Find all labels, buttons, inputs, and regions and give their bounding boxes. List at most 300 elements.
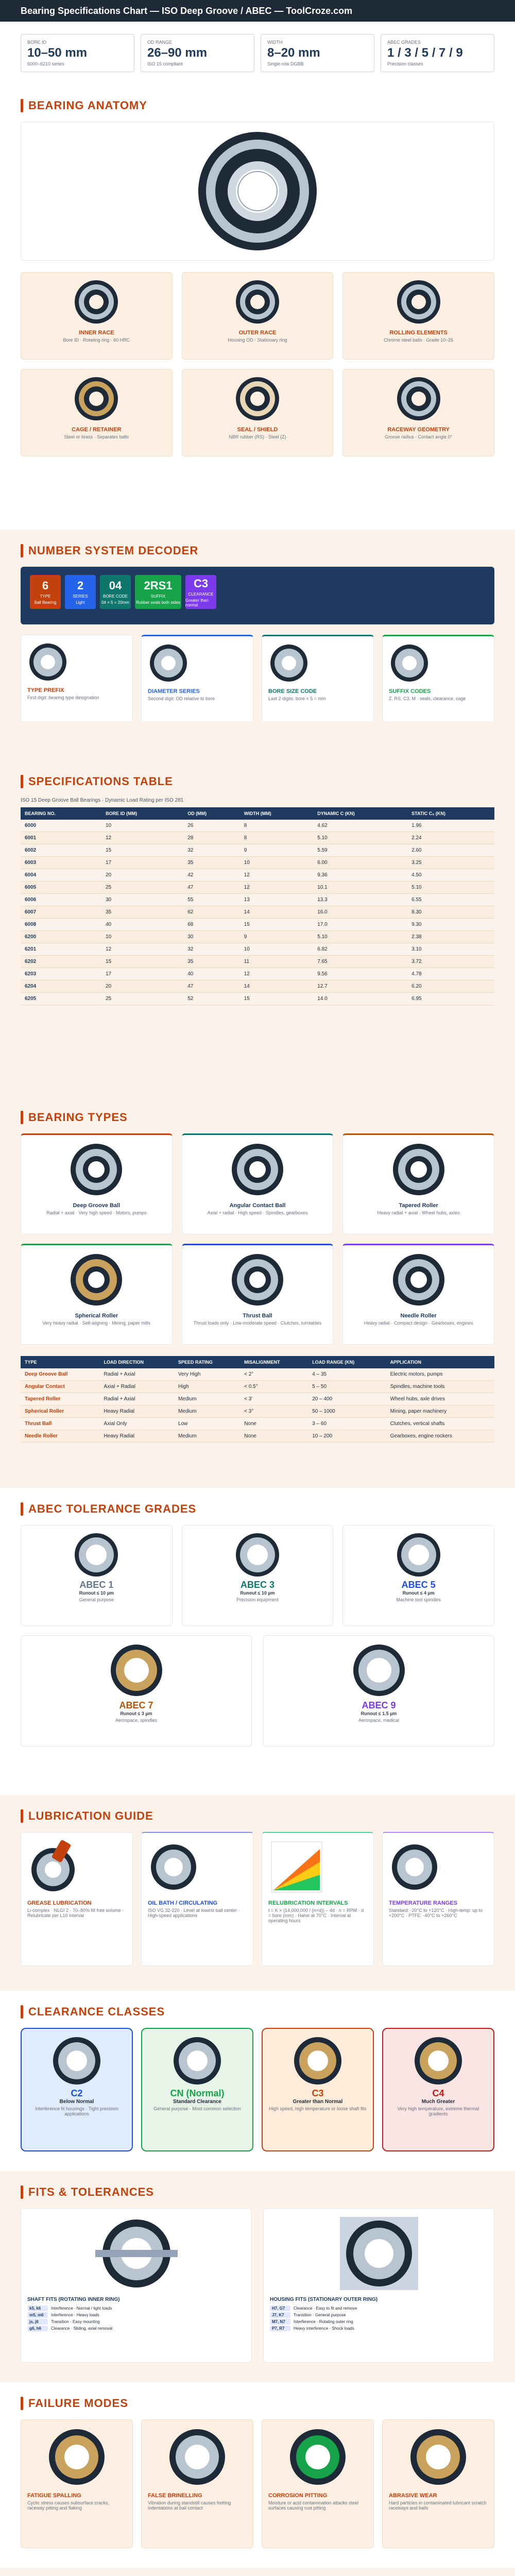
abec-7-icon	[108, 1642, 165, 1699]
diameter-series-icon	[148, 642, 189, 684]
table-cell: 6204	[21, 980, 101, 993]
table-cell: 10	[101, 820, 183, 832]
type-card	[342, 1133, 494, 1234]
table-cell: None	[240, 1430, 308, 1443]
decoder-label: SUFFIX	[150, 594, 166, 599]
table-cell: 68	[183, 919, 240, 931]
stats-row	[0, 22, 515, 84]
table-cell: Low	[174, 1418, 240, 1430]
bore-size-icon	[268, 642, 310, 684]
fit-row	[27, 2312, 245, 2318]
decoder-cards	[21, 635, 494, 722]
table-cell: Wheel hubs, axle drives	[386, 1393, 494, 1405]
table-cell: 20 – 400	[308, 1393, 386, 1405]
type-card-title: Spherical Roller	[75, 1313, 118, 1319]
table-cell: 15	[101, 844, 183, 857]
stat-card	[21, 34, 134, 72]
anatomy-card-desc: Steel or brass · Separates balls	[64, 434, 129, 439]
table-cell: 28	[183, 832, 240, 844]
table-cell: 9.56	[313, 968, 407, 980]
anatomy-card-title: ROLLING ELEMENTS	[389, 330, 448, 336]
table-cell: < 3'	[240, 1393, 308, 1405]
table-header-cell: LOAD RANGE (KN)	[308, 1356, 386, 1368]
lub-card	[21, 1832, 133, 1966]
table-row	[21, 968, 494, 980]
decoder-card-desc: Second digit: OD relative to bore	[148, 696, 215, 701]
table-cell: 9	[240, 844, 314, 857]
clearance-desc: Interference fit housings · Tight precision applications	[35, 2106, 119, 2116]
section-title	[21, 99, 494, 112]
table-cell: 14	[240, 980, 314, 993]
table-cell: Mining, paper machinery	[386, 1405, 494, 1418]
table-cell: 6005	[21, 882, 101, 894]
table-cell: Needle Roller	[21, 1430, 100, 1443]
failure-desc: Cyclic stress causes subsurface cracks, raceway pitting and flaking	[27, 2500, 110, 2511]
page-title: Bearing Specifications Chart — ISO Deep Groove / ABEC — ToolCroze.com	[21, 5, 353, 16]
table-cell: 10 – 200	[308, 1430, 386, 1443]
decoder-card	[21, 635, 133, 722]
table-row	[21, 1368, 494, 1381]
table-cell: Heavy Radial	[100, 1405, 175, 1418]
spec-header-row	[21, 807, 494, 820]
page-header	[0, 0, 515, 22]
fit-code: m5, m6	[27, 2312, 48, 2318]
table-cell: Radial + Axial	[100, 1393, 175, 1405]
lubrication-section	[0, 1795, 515, 1991]
table-cell: Spindles, machine tools	[386, 1381, 494, 1393]
fit-code: J7, K7	[270, 2312, 290, 2318]
table-cell: 15	[101, 956, 183, 968]
stat-sub: Single-row DGBB	[267, 61, 304, 66]
table-cell: 9	[240, 931, 314, 943]
fit-row	[270, 2312, 488, 2318]
clearance-name: CN (Normal)	[170, 2088, 225, 2098]
anatomy-card-desc: Groove radius · Contact angle 0°	[385, 434, 453, 439]
stat-value: 8–20 mm	[267, 46, 320, 60]
table-row	[21, 906, 494, 919]
abec-runout: Runout ≤ 4 µm	[402, 1590, 435, 1596]
types-title: BEARING TYPES	[28, 1111, 128, 1124]
fit-row	[27, 2326, 245, 2331]
fit-code: P7, R7	[270, 2326, 290, 2331]
anatomy-card-desc: NBR rubber (RS) · Steel (Z)	[229, 434, 286, 439]
decoder-card	[141, 635, 253, 722]
table-cell: 16.0	[313, 906, 407, 919]
table-cell: 12	[101, 943, 183, 956]
decoder-card-desc: Last 2 digits: bore × 5 = mm	[268, 696, 326, 701]
failure-title: CORROSION PITTING	[268, 2493, 328, 2499]
table-cell: 14	[240, 906, 314, 919]
table-row	[21, 882, 494, 894]
table-cell: 6001	[21, 832, 101, 844]
table-row	[21, 1430, 494, 1443]
decoder-label: SERIES	[73, 594, 88, 599]
table-cell: 8	[240, 832, 314, 844]
abec-runout: Runout ≤ 10 µm	[240, 1590, 275, 1596]
decoder-card	[262, 635, 374, 722]
clearance-card	[21, 2028, 133, 2151]
table-cell: 9.36	[313, 869, 407, 882]
clearance-name: C3	[312, 2088, 324, 2098]
abec-grid-top	[21, 1525, 494, 1626]
stat-sub: ISO 15 compliant	[147, 61, 183, 66]
table-cell: 15	[240, 993, 314, 1005]
table-header-cell: DYNAMIC C (KN)	[313, 807, 407, 820]
fits-title: FITS & TOLERANCES	[28, 2185, 154, 2198]
fit-code: H7, G7	[270, 2306, 290, 2311]
section-title	[21, 1111, 494, 1124]
failure-desc: Moisture or acid contamination attacks steel surfaces causing rust pitting	[268, 2500, 359, 2511]
table-cell: 32	[183, 943, 240, 956]
tapered-roller-icon	[390, 1141, 447, 1198]
clearance-card	[262, 2028, 374, 2151]
abec-grid-bottom	[21, 1635, 494, 1747]
fit-code: g6, h6	[27, 2326, 48, 2331]
fatigue-spalling-icon	[46, 2426, 108, 2488]
anatomy-card-title: OUTER RACE	[238, 330, 277, 336]
fit-desc: Interference · Heavy loads	[51, 2313, 99, 2317]
anatomy-card	[182, 369, 334, 456]
fit-desc: Clearance · Sliding, axial removal	[51, 2326, 113, 2331]
abec-desc: Aerospace, spindles	[115, 1718, 158, 1723]
types-section	[0, 1096, 515, 1488]
abec-3-icon	[234, 1532, 281, 1578]
anatomy-card	[342, 369, 494, 456]
raceway-geometry-icon	[396, 376, 442, 422]
thrust-ball-icon	[229, 1251, 286, 1308]
type-card	[182, 1133, 334, 1234]
table-cell: 6002	[21, 844, 101, 857]
section-title	[21, 2397, 494, 2410]
abec-1-icon	[73, 1532, 119, 1578]
type-card-desc: Thrust loads only · Low-moderate speed · Clutches, turntables	[193, 1320, 322, 1326]
spec-title: SPECIFICATIONS TABLE	[28, 775, 173, 788]
table-header-cell: BEARING NO.	[21, 807, 101, 820]
table-header-cell: MISALIGNMENT	[240, 1356, 308, 1368]
thermometer-icon	[389, 1839, 440, 1895]
stat-card	[141, 34, 254, 72]
stat-value: 1 / 3 / 5 / 7 / 9	[387, 46, 463, 60]
anatomy-card	[182, 272, 334, 360]
table-cell: 6003	[21, 857, 101, 869]
table-cell: 47	[183, 882, 240, 894]
fit-desc: Clearance · Easy to fit and remove	[294, 2306, 357, 2311]
failure-card	[141, 2419, 253, 2548]
lub-card	[382, 1832, 494, 1966]
table-row	[21, 1393, 494, 1405]
table-header-cell: STATIC C₀ (KN)	[407, 807, 494, 820]
section-title	[21, 1809, 494, 1823]
anatomy-card-title: INNER RACE	[79, 330, 114, 336]
c4-bearing-icon	[413, 2035, 464, 2087]
fit-desc: Interference · Rotating outer ring	[294, 2319, 353, 2324]
failure-card	[382, 2419, 494, 2548]
table-cell: 47	[183, 980, 240, 993]
decoder-block	[65, 575, 96, 609]
table-cell: 7.65	[313, 956, 407, 968]
anatomy-card-desc: Bore ID · Rotating ring · 60 HRC	[63, 337, 130, 343]
table-cell: 40	[101, 919, 183, 931]
table-cell: 2.24	[407, 832, 494, 844]
fits-section	[0, 2171, 515, 2382]
housing-fits-card	[263, 2208, 494, 2363]
stat-label: OD RANGE	[147, 40, 173, 45]
table-cell: 10	[240, 857, 314, 869]
table-cell: 2.60	[407, 844, 494, 857]
spec-table	[21, 807, 494, 1005]
tips-section	[0, 2568, 515, 2576]
decoder-label: BORE CODE	[102, 594, 128, 599]
stat-value: 10–50 mm	[27, 46, 88, 60]
table-cell: None	[240, 1418, 308, 1430]
fit-desc: Interference · Normal / light loads	[51, 2306, 112, 2311]
abec-card	[263, 1635, 494, 1747]
table-row	[21, 857, 494, 869]
clearance-title: CLEARANCE CLASSES	[28, 2005, 165, 2018]
table-cell: 35	[101, 906, 183, 919]
table-cell: 30	[101, 894, 183, 906]
type-card-desc: Axial + radial · High speed · Spindles, gearboxes	[207, 1210, 308, 1215]
anatomy-title: BEARING ANATOMY	[28, 99, 147, 112]
fit-desc: Transition · General purpose	[294, 2313, 346, 2317]
table-cell: < 2°	[240, 1368, 308, 1381]
abec-section	[0, 1488, 515, 1795]
type-card	[342, 1244, 494, 1345]
table-cell: 2.38	[407, 931, 494, 943]
fit-code: js, j6	[27, 2319, 48, 2325]
table-cell: 6000	[21, 820, 101, 832]
type-card-desc: Heavy radial · Compact design · Gearboxes, engines	[364, 1320, 473, 1326]
lubrication-title: LUBRICATION GUIDE	[28, 1809, 153, 1822]
table-cell: Radial + Axial	[100, 1368, 175, 1381]
decoder-block	[135, 575, 181, 609]
failures-title: FAILURE MODES	[28, 2397, 128, 2410]
failures-grid	[21, 2419, 494, 2548]
false-brinelling-icon	[166, 2426, 228, 2488]
type-prefix-icon	[27, 641, 68, 683]
decoder-label: CLEARANCE	[188, 591, 214, 597]
needle-roller-icon	[390, 1251, 447, 1308]
inner-race-icon	[73, 279, 119, 325]
table-cell: 12	[240, 882, 314, 894]
housing-fit-icon	[338, 2215, 420, 2292]
table-cell: 4 – 35	[308, 1368, 386, 1381]
decoder-card-title: SUFFIX CODES	[389, 688, 431, 694]
table-row	[21, 844, 494, 857]
table-row	[21, 919, 494, 931]
fit-desc: Heavy interference · Shock loads	[294, 2326, 354, 2331]
seal-shield-icon	[234, 376, 281, 422]
table-cell: 6006	[21, 894, 101, 906]
stat-card	[261, 34, 374, 72]
table-cell: Tapered Roller	[21, 1393, 100, 1405]
failure-card	[21, 2419, 133, 2548]
table-cell: 17	[101, 968, 183, 980]
table-row	[21, 832, 494, 844]
decoder-block	[30, 575, 61, 609]
table-cell: 3.10	[407, 943, 494, 956]
table-cell: 13	[240, 894, 314, 906]
failure-title: ABRASIVE WEAR	[389, 2493, 437, 2499]
decoder-code: 2	[77, 579, 84, 592]
table-cell: 12	[101, 832, 183, 844]
table-cell: 17.0	[313, 919, 407, 931]
housing-fits-title: HOUSING FITS (STATIONARY OUTER RING)	[270, 2297, 378, 2302]
anatomy-card-desc: Housing OD · Stationary ring	[228, 337, 287, 343]
cage-retainer-icon	[73, 376, 119, 422]
table-row	[21, 993, 494, 1005]
abec-card	[182, 1525, 334, 1626]
table-cell: 3.72	[407, 956, 494, 968]
abec-runout: Runout ≤ 10 µm	[79, 1590, 114, 1596]
oil-bath-icon	[148, 1839, 199, 1895]
table-cell: 4.62	[313, 820, 407, 832]
failure-card	[262, 2419, 374, 2548]
table-cell: 6.20	[407, 980, 494, 993]
table-cell: 6203	[21, 968, 101, 980]
type-card-title: Needle Roller	[400, 1313, 437, 1319]
clearance-sub: Greater than Normal	[293, 2099, 343, 2105]
section-title	[21, 775, 494, 788]
table-cell: 15	[240, 919, 314, 931]
spherical-roller-icon	[68, 1251, 125, 1308]
lub-card-desc: t = K × (14,000,000 / (n×d)) – 4d · n = RPM · d = bore (mm) · Halve at 70°C · Interval at operating hours	[268, 1908, 364, 1923]
shaft-fits-card	[21, 2208, 252, 2363]
abec-card	[21, 1635, 252, 1747]
type-card-title: Angular Contact Ball	[229, 1202, 286, 1209]
failure-title: FATIGUE SPALLING	[27, 2493, 81, 2499]
anatomy-card-desc: Chrome steel balls · Grade 10–25	[384, 337, 454, 343]
decoder-block	[100, 575, 131, 609]
table-row	[21, 820, 494, 832]
table-cell: 52	[183, 993, 240, 1005]
fit-row	[27, 2306, 245, 2311]
table-cell: Clutches, vertical shafts	[386, 1418, 494, 1430]
decoder-card	[382, 635, 494, 722]
anatomy-card-title: SEAL / SHIELD	[237, 427, 278, 433]
decoder-code: 6	[42, 579, 49, 592]
fit-row	[270, 2306, 488, 2311]
lub-card	[262, 1832, 374, 1966]
stat-sub: Precision classes	[387, 61, 423, 66]
lub-card-title: TEMPERATURE RANGES	[389, 1900, 458, 1906]
table-row	[21, 894, 494, 906]
table-cell: 8.30	[407, 906, 494, 919]
table-header-cell: LOAD DIRECTION	[100, 1356, 175, 1368]
decoder-bar	[21, 567, 494, 624]
rolling-elements-icon	[396, 279, 442, 325]
cn-bearing-icon	[171, 2035, 223, 2087]
table-cell: Gearboxes, engine rockers	[386, 1430, 494, 1443]
abec-5-gauge-icon	[396, 1532, 442, 1578]
fits-grid	[21, 2208, 494, 2363]
type-card-desc: Heavy radial + axial · Wheel hubs, axles	[377, 1210, 460, 1215]
c3-bearing-icon	[292, 2035, 344, 2087]
abec-9-caliper-icon	[351, 1642, 407, 1699]
lub-grid	[21, 1832, 494, 1966]
table-cell: Spherical Roller	[21, 1405, 100, 1418]
table-cell: 25	[101, 993, 183, 1005]
lub-card-title: GREASE LUBRICATION	[27, 1900, 92, 1906]
table-cell: 6.00	[313, 857, 407, 869]
table-row	[21, 869, 494, 882]
anatomy-card	[21, 369, 173, 456]
stat-label: BORE ID	[27, 40, 47, 45]
suffix-codes-icon	[389, 642, 430, 684]
clearance-desc: General purpose · Most common selection	[153, 2106, 241, 2111]
lub-card-title: OIL BATH / CIRCULATING	[148, 1900, 218, 1906]
table-row	[21, 943, 494, 956]
table-cell: 26	[183, 820, 240, 832]
type-card	[182, 1244, 334, 1345]
abec-grade: ABEC 5	[401, 1580, 436, 1590]
section-title	[21, 1502, 494, 1516]
table-cell: 12	[240, 869, 314, 882]
spec-caption: ISO 15 Deep Groove Ball Bearings · Dynamic Load Rating per ISO 281	[21, 798, 184, 803]
abrasive-wear-icon	[407, 2426, 469, 2488]
table-row	[21, 956, 494, 968]
table-cell: 6.55	[407, 894, 494, 906]
lub-card-title: RELUBRICATION INTERVALS	[268, 1900, 348, 1906]
table-cell: 62	[183, 906, 240, 919]
stat-label: WIDTH	[267, 40, 283, 45]
decoder-card-title: TYPE PREFIX	[27, 687, 64, 693]
table-cell: 6202	[21, 956, 101, 968]
table-cell: 9.30	[407, 919, 494, 931]
decoder-sub: Rubber seals both sides	[136, 600, 180, 605]
decoder-code: 2RS1	[144, 579, 173, 592]
types-grid	[21, 1133, 494, 1345]
shaft-fits-title: SHAFT FITS (ROTATING INNER RING)	[27, 2297, 120, 2302]
hero-bearing-illustration	[21, 122, 494, 261]
table-cell: 6007	[21, 906, 101, 919]
table-row	[21, 980, 494, 993]
abec-runout: Runout ≤ 3 µm	[120, 1711, 152, 1716]
fit-row	[270, 2326, 488, 2331]
anatomy-grid	[21, 272, 494, 456]
type-card-desc: Very heavy radial · Self-aligning · Mining, paper mills	[42, 1320, 151, 1326]
clearance-section	[0, 1991, 515, 2171]
anatomy-card	[21, 272, 173, 360]
table-cell: Thrust Ball	[21, 1418, 100, 1430]
abec-desc: Aerospace, medical	[358, 1718, 400, 1723]
table-cell: 6.82	[313, 943, 407, 956]
abec-desc: Precision equipment	[236, 1597, 279, 1602]
table-cell: Angular Contact	[21, 1381, 100, 1393]
clearance-name: C4	[432, 2088, 444, 2098]
decoder-sub: 04 × 5 = 20mm	[101, 600, 129, 605]
anatomy-card-title: CAGE / RETAINER	[72, 427, 122, 433]
failure-desc: Hard particles in contaminated lubricant scratch raceways and balls	[389, 2500, 487, 2511]
table-cell: 10	[240, 943, 314, 956]
table-cell: 5.10	[407, 882, 494, 894]
table-cell: 6008	[21, 919, 101, 931]
failure-desc: Vibration during standstill causes fretting indentations at ball contact	[148, 2500, 231, 2511]
table-cell: Axial Only	[100, 1418, 175, 1430]
table-row	[21, 1405, 494, 1418]
shaft-fit-icon	[95, 2215, 178, 2292]
table-header-cell: TYPE	[21, 1356, 100, 1368]
types-header-row	[21, 1356, 494, 1368]
table-cell: 1.96	[407, 820, 494, 832]
table-cell: 6.95	[407, 993, 494, 1005]
abec-runout: Runout ≤ 1.5 µm	[360, 1711, 397, 1716]
abec-desc: Machine tool spindles	[396, 1597, 441, 1602]
table-cell: 35	[183, 857, 240, 869]
table-cell: 11	[240, 956, 314, 968]
fit-code: M7, N7	[270, 2319, 290, 2325]
type-card-title: Deep Groove Ball	[73, 1202, 121, 1209]
